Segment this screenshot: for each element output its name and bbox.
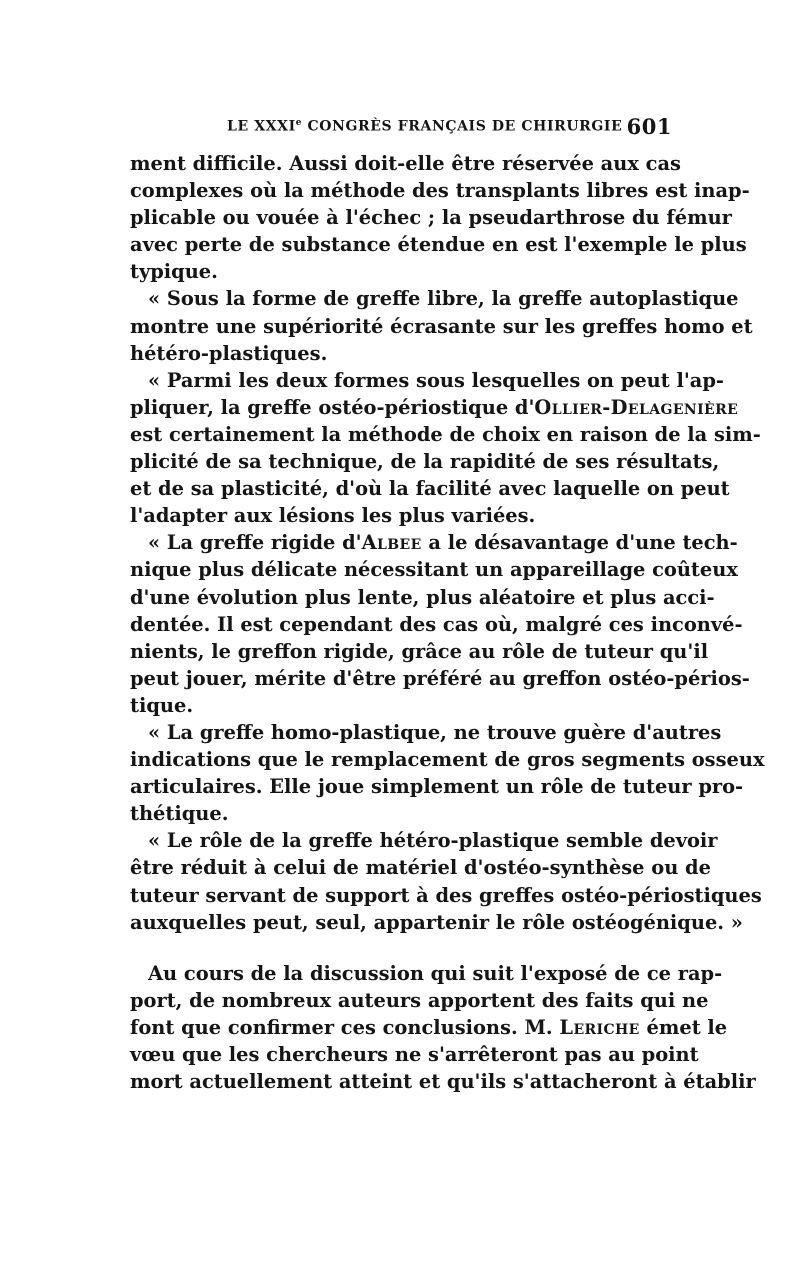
- leriche-suffix: émet le: [639, 1015, 728, 1039]
- text-line: être réduit à celui de matériel d'ostéo-synthèse ou de: [130, 856, 711, 880]
- text-line: auxquelles peut, seul, appartenir le rôle ostéogénique. »: [130, 910, 743, 934]
- text-line: « Parmi les deux formes sous lesquelles on peut l'ap-: [148, 368, 724, 392]
- text-line: indications que le remplacement de gros segments osseux: [130, 748, 765, 772]
- body-text: [130, 150, 765, 1095]
- text-line: et de sa plasticité, d'où la facilité avec laquelle on peut: [130, 477, 730, 501]
- text-line: est certainement la méthode de choix en raison de la sim-: [130, 422, 761, 446]
- text-line: ment difficile. Aussi doit-elle être réservée aux cas: [130, 152, 681, 175]
- text-line-albee: [130, 529, 738, 556]
- running-title: [227, 118, 622, 135]
- text-line: plicité de sa technique, de la rapidité de ses résultats,: [130, 450, 720, 474]
- author-name-albee: Albee: [361, 531, 422, 555]
- text-line: « La greffe homo-plastique, ne trouve guère d'autres: [148, 720, 722, 744]
- text-line: thétique.: [130, 802, 229, 826]
- text-line: Au cours de la discussion qui suit l'exposé de ce rap-: [148, 961, 723, 985]
- text-line: d'une évolution plus lente, plus aléatoire et plus acci-: [130, 585, 715, 609]
- text-line-ollier: [130, 394, 739, 421]
- text-line: plicable ou vouée à l'échec ; la pseudarthrose du fémur: [130, 206, 732, 230]
- text-line: hétéro-plastiques.: [130, 341, 328, 365]
- running-title-rest: CONGRÈS FRANÇAIS DE CHIRURGIE: [302, 118, 623, 135]
- text-line: nique plus délicate nécessitant un appareillage coûteux: [130, 558, 738, 582]
- text-line: complexes où la méthode des transplants libres est inap-: [130, 179, 750, 203]
- text-line: port, de nombreux auteurs apportent des faits qui ne: [130, 988, 709, 1012]
- text-line: articulaires. Elle joue simplement un rôle de tuteur pro-: [130, 775, 744, 799]
- text-line: typique.: [130, 260, 218, 284]
- text-line: nients, le greffon rigide, grâce au rôle de tuteur qu'il: [130, 639, 709, 663]
- albee-prefix: « La greffe rigide d': [148, 531, 362, 555]
- text-line: tique.: [130, 693, 194, 717]
- text-line-leriche: [130, 1014, 728, 1041]
- ollier-prefix: pliquer, la greffe ostéo-périostique d': [130, 395, 535, 419]
- text-line: tuteur servant de support à des greffes ostéo-périostiques: [130, 883, 762, 907]
- running-title-superscript: e: [295, 118, 303, 128]
- text-line: peut jouer, mérite d'être préféré au greffon ostéo-périos-: [130, 666, 750, 690]
- paragraph-gap: [130, 936, 672, 960]
- text-line: vœu que les chercheurs ne s'arrêteront pas au point: [130, 1043, 699, 1066]
- author-name-leriche: Leriche: [559, 1015, 640, 1039]
- text-line: dentée. Il est cependant des cas où, malgré ces inconvé-: [130, 612, 743, 636]
- page-number: 601: [626, 114, 672, 139]
- page-header: [130, 114, 672, 140]
- text-line: « Le rôle de la greffe hétéro-plastique semble devoir: [148, 829, 718, 853]
- text-line: avec perte de substance étendue en est l'exemple le plus: [130, 233, 747, 257]
- text-line: l'adapter aux lésions les plus variées.: [130, 504, 536, 528]
- author-name-ollier: Ollier-Delagenière: [534, 395, 739, 419]
- text-line: montre une supériorité écrasante sur les greffes homo et: [130, 314, 753, 338]
- running-title-main: LE XXXI: [227, 118, 296, 135]
- albee-suffix: a le désavantage d'une tech-: [421, 531, 738, 555]
- leriche-prefix: font que confirmer ces conclusions. M.: [130, 1015, 560, 1039]
- text-line: « Sous la forme de greffe libre, la greffe autoplastique: [148, 287, 739, 311]
- text-line: mort actuellement atteint et qu'ils s'attacheront à établir: [130, 1070, 756, 1094]
